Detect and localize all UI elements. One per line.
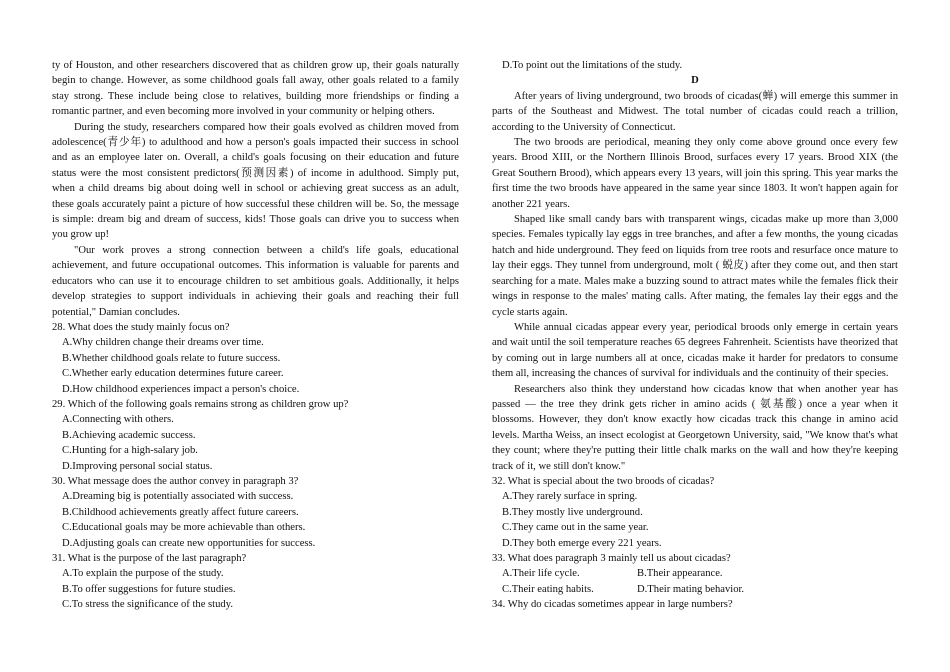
question-33-option-b: B.Their appearance. (637, 568, 723, 580)
question-31-option-a: A.To explain the purpose of the study. (62, 568, 224, 580)
question-30-stem: 30. What message does the author convey in paragraph 3? (52, 475, 299, 487)
question-29-option-c: C.Hunting for a high-salary job. (62, 445, 198, 457)
question-33 (492, 551, 898, 597)
question-30-option-a: A.Dreaming big is potentially associated with success. (62, 491, 294, 503)
section-heading: D (691, 75, 699, 87)
question-32-option-d: D.They both emerge every 221 years. (502, 537, 662, 549)
question-31-option-c: C.To stress the significance of the study. (62, 599, 233, 611)
passage-c-paragraph-1: ty of Houston, and other researchers discovered that as children grow up, their goals naturally begin to change. However, as some childhood goals fall away, other goals related to a family stay strong. These include being close to relatives, building more friendships or finding a romantic partner, and even becoming more involved in your community or helping others. (52, 60, 459, 118)
question-28-option-a: A.Why children change their dreams over time. (62, 337, 264, 349)
passage-d-paragraph-2: The two broods are periodical, meaning they only come above ground once every few years. Brood XIII, or the Northern Illinois Brood, surfaces every 17 years. Brood XIX (the Great Southern Brood), which appears every 13 years, will join this spring. This year marks the first time the two broods have appeared in the same year since 1803. It won't happen again for another 221 years. (492, 137, 898, 210)
question-30-option-c: C.Educational goals may be more achievable than others. (62, 522, 306, 534)
passage-d-paragraph-1: After years of living underground, two broods of cicadas(蝉) will emerge this summer in parts of the Southeast and Midwest. The total number of cicadas could reach a trillion, according to the University of Connecticut. (492, 90, 898, 133)
passage-d-paragraph-4: While annual cicadas appear every year, periodical broods only emerge in certain years and wait until the soil temperature reaches 65 degrees Fahrenheit. Scientists have theorized that by coming out in large numbers all at once, cicadas make it harder for predators to consume them all, increasing the chances of survival for individuals and the continuity of their species. (492, 321, 898, 380)
passage-c-paragraph-2: During the study, researchers compared how their goals evolved as children moved from adolescence(青少年) to adulthood and how a person's goals impacted their success in school and as an employee later on. Overall, a child's goals focusing on their education and future status were the most consistent predictors(预测因素) of income in adulthood. Simply put, when a child dreams big about doing well in school or achieving great success as an adult, these goals accurately paint a picture of how successful these children will be. So, the message is simple: dream big and dream of success, kids! Those goals can drive you to success when you grow up! (52, 121, 459, 241)
question-33-stem: 33. What does paragraph 3 mainly tell us about cicadas? (492, 553, 731, 564)
question-29-option-b: B.Achieving academic success. (62, 429, 196, 441)
question-32 (492, 474, 898, 551)
left-column (52, 58, 459, 613)
question-28-option-c: C.Whether early education determines future career. (62, 368, 284, 380)
question-32-option-a: A.They rarely surface in spring. (502, 491, 638, 503)
question-34-stem: 34. Why do cicadas sometimes appear in large numbers? (492, 599, 733, 611)
question-28-option-b: B.Whether childhood goals relate to future success. (62, 352, 281, 364)
question-29-option-a: A.Connecting with others. (62, 414, 174, 426)
question-31-option-d: D.To point out the limitations of the study. (502, 60, 683, 71)
question-31-option-b: B.To offer suggestions for future studies. (62, 583, 236, 595)
passage-d-paragraph-3: Shaped like small candy bars with transparent wings, cicadas make up more than 3,000 species. Females typically lay eggs in tree branches, and after a few months, the young cicadas hatch and hide underground. They feed on liquids from tree roots and resurface once mature to lay their eggs. They tunnel from underground, molt ( 蜕皮) after they come out, and then start searching for a mate. Males make a buzzing sound to attract mates while the females flick their wings in response to the males' mating calls. After mating, the females lay their eggs and the cycle starts again. (492, 214, 898, 318)
question-30 (52, 474, 459, 551)
question-33-options-row-2 (492, 582, 898, 597)
question-33-option-a: A.Their life cycle. (502, 568, 580, 580)
question-33-option-c: C.Their eating habits. (502, 583, 594, 595)
question-28-option-d: D.How childhood experiences impact a person's choice. (62, 383, 300, 395)
passage-c-paragraph-3: "Our work proves a strong connection between a child's life goals, educational achievement, and future occupational outcomes. This information is valuable for parents and educators who can use it to encourage children to set ambitious goals. Additionally, it helps develop strategies to support individuals in achieving their goals and reaching their full potential," Damian concludes. (52, 244, 459, 318)
question-32-option-b: B.They mostly live underground. (502, 506, 643, 518)
question-33-option-d: D.Their mating behavior. (637, 583, 745, 595)
question-28-stem: 28. What does the study mainly focus on? (52, 321, 230, 333)
right-column (492, 58, 898, 613)
question-31 (52, 551, 459, 613)
question-30-option-b: B.Childhood achievements greatly affect future careers. (62, 506, 299, 518)
question-33-options-row-1 (492, 566, 898, 581)
question-32-option-c: C.They came out in the same year. (502, 522, 649, 534)
question-29-option-d: D.Improving personal social status. (62, 460, 213, 472)
question-31-stem: 31. What is the purpose of the last paragraph? (52, 553, 247, 564)
question-28 (52, 320, 459, 397)
question-32-stem: 32. What is special about the two broods of cicadas? (492, 475, 715, 487)
passage-d-paragraph-5: Researchers also think they understand how cicadas know that when another year has passed — the tree they drink gets richer in amino acids ( 氨基酸) once a year when it blossoms. However, they don't know exactly how cicadas track this change in amino acid levels. Martha Weiss, an insect ecologist at Georgetown University, said, "We know that's what they count; where they're putting their little chalk marks on the wall and how they're keeping track of it, we still don't know." (492, 383, 898, 472)
question-29 (52, 397, 459, 474)
question-30-option-d: D.Adjusting goals can create new opportunities for success. (62, 537, 316, 549)
question-29-stem: 29. Which of the following goals remains strong as children grow up? (52, 398, 349, 410)
